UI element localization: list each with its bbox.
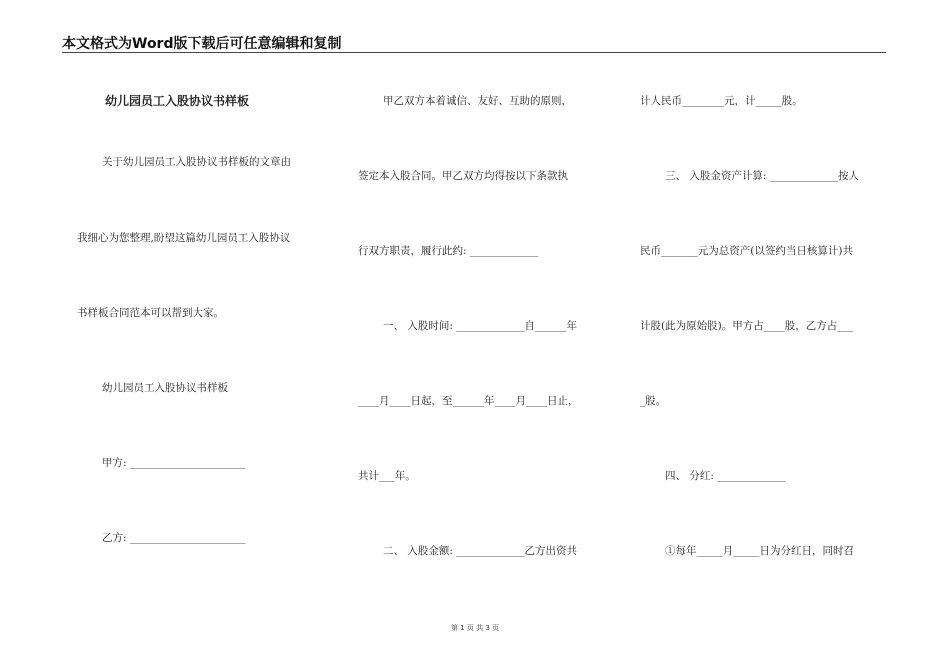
mid-line-5: ____月____日起，至______年____月____日止， (358, 395, 579, 407)
right-line-2: 三、 入股金资产计算: _____________按人 (665, 170, 859, 182)
right-line-4: 计股(此为原始股)。甲方占____股，乙方占___ (640, 320, 853, 332)
doc-title: 幼儿园员工入股协议书样板 (105, 94, 250, 108)
left-line-5: 幼儿园员工入股协议书样板 (102, 382, 228, 394)
mid-line-3: 行双方职责，履行此约: _____________ (358, 245, 539, 257)
document-header: 本文格式为Word版下载后可任意编辑和复制 (62, 36, 342, 52)
mid-line-4: 一、 入股时间: _____________自______年 (383, 320, 577, 332)
right-line-5: _股。 (640, 395, 667, 407)
header-divider (62, 52, 886, 53)
left-line-4: 书样板合同范本可以帮到大家。 (77, 307, 224, 319)
right-line-1: 计人民币________元，计_____股。 (640, 95, 803, 107)
mid-line-1: 甲乙双方本着诚信、友好、互助的原则， (383, 95, 572, 107)
left-line-3: 我细心为您整理,盼望这篇幼儿园员工入股协议 (77, 232, 291, 244)
right-line-7: ①每年_____月_____日为分红日，同时召 (665, 545, 854, 557)
right-line-6: 四、 分红: _____________ (665, 470, 786, 482)
party-b-line: 乙方: ______________________ (102, 532, 246, 544)
party-a-line: 甲方: ______________________ (102, 457, 246, 469)
mid-line-2: 签定本入股合同。甲乙双方均得按以下条款执 (358, 170, 568, 182)
mid-line-7: 二、 入股金额: _____________乙方出资共 (383, 545, 577, 557)
left-line-2: 关于幼儿园员工入股协议书样板的文章由 (102, 156, 291, 168)
mid-line-6: 共计___年。 (358, 470, 416, 482)
page-footer: 第 1 页 共 3 页 (450, 624, 500, 632)
right-line-3: 民币_______元为总资产(以签约当日核算计)共 (640, 245, 853, 257)
